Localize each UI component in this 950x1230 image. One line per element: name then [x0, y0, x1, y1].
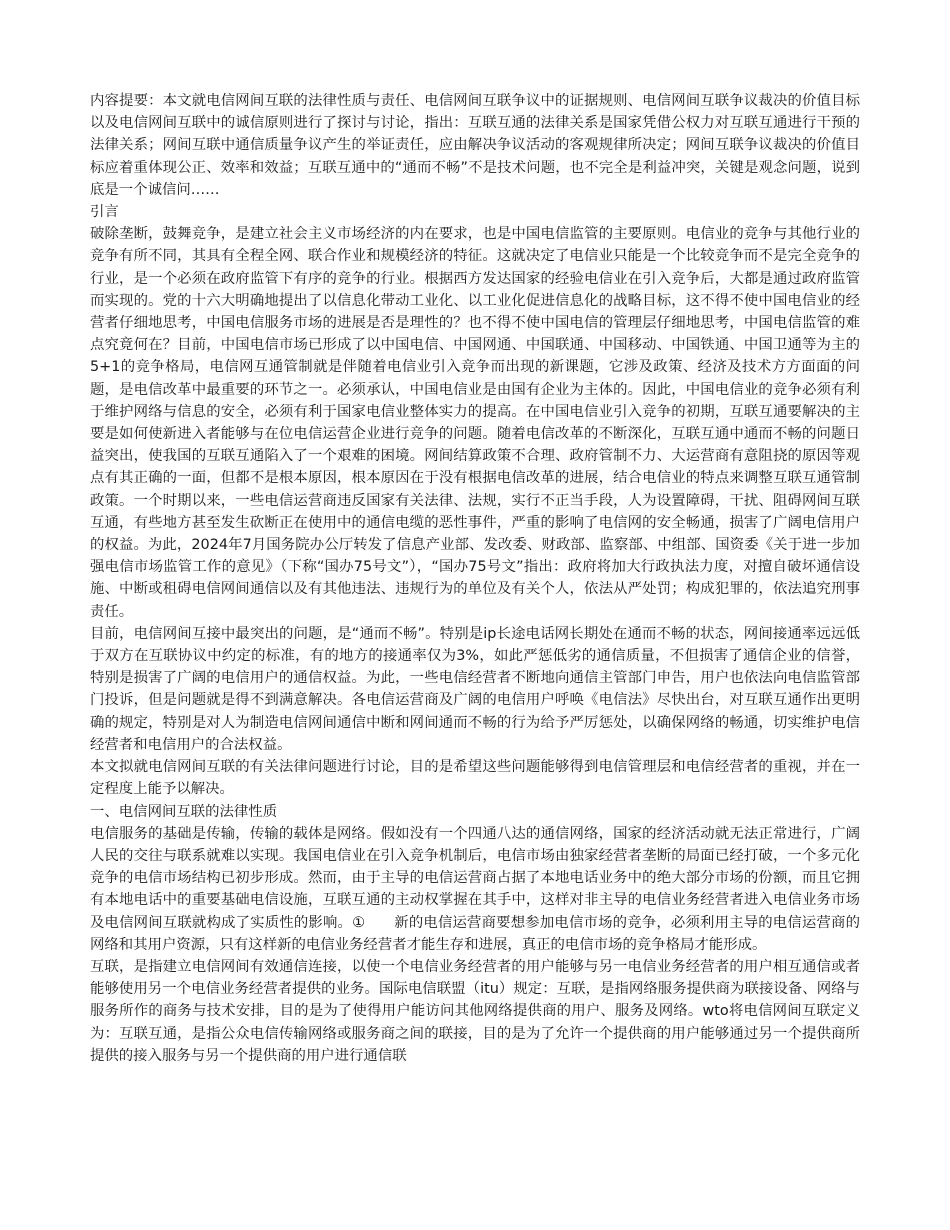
body-paragraph: 本文拟就电信网间互联的有关法律问题进行讨论，目的是希望这些问题能够得到电信管理层和电信经营者的重视，并在一定程度上能予以解决。 [90, 759, 860, 798]
body-paragraph: 电信服务的基础是传输，传输的载体是网络。假如没有一个四通八达的通信网络，国家的经济活动就无法正常进行，广阔人民的交往与联系就难以实现。我国电信业在引入竞争机制后，电信市场由独家经营者垄断的局面已经打破，一个多元化竞争的电信市场结构已初步形成。然而，由于主导的电信运营商占据了本地电话业务中的绝大部分市场的份额，而且它拥有本地电话中的重要基础电信设施，互联互通的主动权掌握在其手中，这样对非主导的电信业务经营者进入电信业务市场及电信网间互联就构成了实质性的影响。① 新的电信运营商要想参加电信市场的竞争，必须利用主导的电信运营商的网络和其用户资源，只有这样新的电信业务经营者才能生存和进展，真正的电信市场的竞争格局才能形成。 [90, 825, 860, 953]
body-paragraph: 破除垄断，鼓舞竞争，是建立社会主义市场经济的内在要求，也是中国电信监管的主要原则。电信业的竞争与其他行业的竞争有所不同，其具有全程全网、联合作业和规模经济的特征。这就决定了电信业只能是一个比较竞争而不是完全竞争的行业，是一个必须在政府监管下有序的竞争的行业。根据西方发达国家的经验电信业在引入竞争后，大都是通过政府监管而实现的。党的十六大明确地提出了以信息化带动工业化、以工业化促进信息化的战略目标，这不得不使中国电信业的经营者仔细地思考，中国电信服务市场的进展是否是理性的？也不得不使中国电信的管理层仔细地思考，中国电信监管的难点究竟何在？目前，中国电信市场已形成了以中国电信、中国网通、中国联通、中国移动、中国铁通、中国卫通等为主的5+1的竞争格局，电信网互通管制就是伴随着电信业引入竞争而出现的新课题，它涉及政策、经济及技术方方面面的问题，是电信改革中最重要的环节之一。必须承认，中国电信业是由国有企业为主体的。因此，中国电信业的竞争必须有利于维护网络与信息的安全，必须有利于国家电信业整体实力的提高。在中国电信业引入竞争的初期，互联互通要解决的主要是如何使新进入者能够与在位电信运营企业进行竞争的问题。随着电信改革的不断深化，互联互通中通而不畅的问题日益突出，使我国的互联互通陷入了一个艰难的困境。网间结算政策不合理、政府管制不力、大运营商有意阻挠的原因等观点有其正确的一面，但都不是根本原因，根本原因在于没有根据电信改革的进展，结合电信业的特点来调整互联互通管制政策。一个时期以来，一些电信运营商违反国家有关法律、法规，实行不正当手段，人为设置障碍，干扰、阻碍网间互联互通，有些地方甚至发生砍断正在使用中的通信电缆的恶性事件，严重的影响了电信网的安全畅通，损害了广阔电信用户的权益。为此，2024年7月国务院办公厅转发了信息产业部、发改委、财政部、监察部、中组部、国资委《关于进一步加强电信市场监管工作的意见》（下称“国办75号文”），“国办75号文”指出：政府将加大行政执法力度，对擅自破坏通信设施、中断或租碍电信网间通信以及有其他违法、违规行为的单位及有关个人，依法从严处罚；构成犯罪的，依法追究刑事责任。 [90, 226, 860, 620]
body-paragraph: 互联，是指建立电信网间有效通信连接，以使一个电信业务经营者的用户能够与另一电信业务经营者的用户相互通信或者能够使用另一个电信业务经营者提供的业务。国际电信联盟（itu）规定：互联，是指网络服务提供商为联接设备、网络与服务所作的商务与技术安排，目的是为了使得用户能访问其他网络提供商的用户、服务及网络。wto将电信网间互联定义为：互联互通，是指公众电信传输网络或服务商之间的联接，目的是为了允许一个提供商的用户能够通过另一个提供商所提供的接入服务与另一个提供商的用户进行通信联 [90, 958, 860, 1064]
section-heading-legal-nature: 一、电信网间互联的法律性质 [90, 803, 278, 820]
section-heading-introduction: 引言 [90, 204, 119, 221]
document-body [90, 90, 860, 1067]
body-paragraph: 目前，电信网间互接中最突出的问题，是“通而不畅”。特别是ip长途电话网长期处在通而不畅的状态，网间接通率远远低于双方在互联协议中约定的标准，有的地方的接通率仅为3%，如此严惩低劣的通信质量，不但损害了通信企业的信誉，特别是损害了广阔的电信用户的通信权益。为此，一些电信经营者不断地向通信主管部门申告，用户也依法向电信监管部门投诉，但是问题就是得不到满意解决。各电信运营商及广阔的电信用户呼唤《电信法》尽快出台，对互联互通作出更明确的规定，特别是对人为制造电信网间通信中断和网间通而不畅的行为给予严厉惩处，以确保网络的畅通，切实维护电信经营者和电信用户的合法权益。 [90, 625, 860, 753]
abstract-paragraph: 内容提要：本文就电信网间互联的法律性质与责任、电信网间互联争议中的证据规则、电信网间互联争议裁决的价值目标以及电信网间互联中的诚信原则进行了探讨与讨论，指出：互联互通的法律关系是国家凭借公权力对互联互通进行干预的法律关系；网间互联中通信质量争议产生的举证责任，应由解决争议活动的客观规律所决定；网间互联争议裁决的价值目标应着重体现公正、效率和效益；互联互通中的“通而不畅”不是技术问题，也不完全是利益冲突，关键是观念问题，说到底是一个诚信问…… [90, 93, 860, 198]
